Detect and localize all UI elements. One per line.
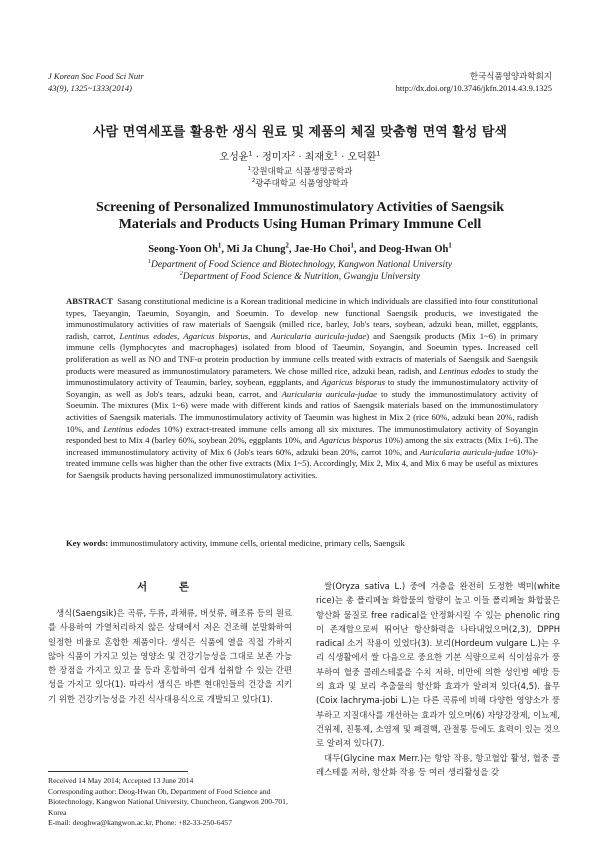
author-en-2: Mi Ja Chung$^2$: [226, 242, 289, 255]
keywords-text: immunostimulatory activity, immune cells, oriental medicine, primary cells, Saengsik: [110, 538, 405, 548]
intro-paragraph-1: 생식(Saengsik)은 곡류, 두류, 과채류, 버섯류, 해조류 등의 원료를 사용하여 가열처리하지 않은 상태에서 저온 건조해 분말화하여 일정한 비율로 혼합한 제품이다. 생식은 식품에 열을 직접 가하지 않아 식품이 가지고 있는 영양소 및 건강기능성을 그대로 보존 가능한 장점을 가지고 있고 물 등과 혼합하여 쉽게 섭취할 수 있는 간편성을 가지고 있다(1). 따라서 생식은 바쁜 현대인들의 건강을 지키기 위한 건강기능성을 가진 식사대용식으로 개발되고 있다(1).: [48, 608, 292, 704]
intro-paragraph-3: 대두(Glycine max Merr.)는 항암 작용, 항고혈압 활성, 혈중 콜레스테롤 저하, 항산화 작용 등 여러 생리활성을 갖: [316, 752, 560, 777]
received-dates: Received 14 May 2014; Accepted 13 June 2014: [48, 776, 194, 785]
affiliation-en-1: $^1$Department of Food Science and Biotechnology, Kangwon National University: [147, 258, 453, 270]
affiliation-ko-2: $^2$광주대학교 식품영양학과: [251, 178, 349, 189]
authors-korean: 오성윤$^1$ · 정미자$^2$ · 최재호$^1$ · 오덕환$^1$: [219, 149, 381, 163]
corresponding-author: Corresponding author: Deog-Hwan Oh, Department of Food Science and Biotechnology, Kangwon National University, Chuncheon, Gangwon 200-701, Korea: [48, 786, 288, 817]
abstract: ABSTRACT Sasang constitutional medicine is a Korean traditional medicine in which individuals are classified into four constitutional types, Taeyangin, Taeumin, Soyangin, and Soeumin. To develop new functional Saengsik products, we investigated the immunostimulatory activities of raw materials of Saengsik (milled rice, barley, Job's tears, soybean, adzuki bean, millet, eggplants, radish, carrot, Lentinus edodes, Agaricus bisporus, and Auricularia auricula-judae) and Saengsik products (Mix 1~6) in primary immune cells (lymphocytes and macrophages) isolated from blood of Taeumin, Soyangin, and Soeumin types. Increased cell proliferation as well as NO and TNF-α protein production by immune cells treated with extracts of materials of Saengsik and Saengsik products were measured as immunostimulatory parameters. We chose milled rice, adzuki bean, radish, and Lentinus edodes to study the immunostimulatory activity of Teaumin, barley, soybean, eggplants, and Agaricus bisporus to study the immunostimulatory activity of Soyangin, as well as Job's tears, adzuki bean, carrot, and Auricularia auricula-judae to study the immunostimulatory activity of Soeumin. The mixtures (Mix 1~6) were made with different kinds and ratios of Saengsik materials based on the immunostimulatory activities of Saengsik materials. The immunostimulatory activity of Taeumin was highest in Mix 2 (rice 60%, adzuki bean 20%, radish 10%, and Lentinus edodes 10%) extract-treated immune cells among all six mixtures. The immunostimulatory activity of Soyangin responded best to Mix 4 (barley 60%, soybean 20%, eggplants 10%, and Agaricus bisporus 10%) among the six extracts (Mix 1~6). The increased immunostimulatory activity of Mix 6 (Job's tears 60%, adzuki bean 20%, carrot 10%, and Auricularia auricula-judae 10%)-treated immune cells was higher than the other five extracts (Mix 1~5). Accordingly, Mix 2, Mix 4, and Mix 6 may be useful as mixtures for Saengsik products having personalized immunostimulatory activities.: [66, 296, 539, 480]
author-en-4: Deog-Hwan Oh$^1$: [378, 242, 452, 255]
author-ko-4: 오덕환$^1$: [347, 149, 381, 163]
contact-info: E-mail: deoghwa@kangwon.ac.kr, Phone: +82-33-250-6457: [48, 818, 232, 828]
keywords: [66, 538, 538, 549]
affiliation-ko-1: $^1$강원대학교 식품생명공학과: [247, 166, 353, 177]
journal-name: J Korean Soc Food Sci Nutr: [48, 71, 144, 81]
author-ko-2: 정미자$^2$: [262, 149, 296, 163]
author-ko-1: 오성윤$^1$: [219, 149, 253, 163]
author-ko-3: 최재호$^1$: [304, 149, 338, 163]
author-en-1: Seong-Yoon Oh$^1$: [148, 242, 222, 255]
society-name-ko: 한국식품영양과학회지: [469, 71, 552, 81]
title-korean: 사람 면역세포를 활용한 생식 원료 및 제품의 체질 맞춤형 면역 활성 탐색: [93, 125, 507, 140]
journal-header-left: [48, 70, 144, 94]
keywords-label: Key words:: [66, 538, 109, 548]
intro-right-column: [316, 579, 560, 779]
abstract-label: ABSTRACT: [66, 296, 113, 306]
authors-english: Seong-Yoon Oh$^1$, Mi Ja Chung$^2$, Jae-Ho Choi$^1$, and Deog-Hwan Oh$^1$: [148, 242, 452, 255]
affiliation-en-2: $^2$Department of Food Science & Nutrition, Gwangju University: [179, 270, 421, 282]
journal-header-right: [396, 70, 552, 94]
section-heading-intro: 서 론: [137, 581, 203, 593]
intro-paragraph-2: 쌀(Oryza sativa L.) 중에 겨층을 완전히 도정한 백미(white rice)는 총 폴리페놀 화합물의 함량이 높고 이들 폴리페놀 화합물은 항산화 물질로 free radical을 안정화시킬 수 있는 phenolic ring이 존재함으로써 뛰어난 항산화력을 나타내었으며(2,3), DPPH radical 소거 작용이 있었다(3). 보리(Hordeum vulgare L.)는 우리 식생활에서 쌀 다음으로 중요한 기본 식량으로써 식이섬유가 풍부하여 혈중 콜레스테롤을 수치 저하, 비만에 의한 성인병 예방 등의 효과 및 보리 추출물의 항산화 효과가 알려져 있다(4,5). 율무(Coix lachryma-jobi L.)는 다른 곡류에 비해 다양한 영양소가 풍부하고 지질대사를 개선하는 효과가 있으며(6) 자양강장제, 이뇨제, 건위제, 진통제, 소염제 및 폐결핵, 관절통 등에도 효력이 있는 것으로 알려져 있다(7).: [316, 581, 560, 749]
footnote-divider: [48, 771, 188, 772]
footnote: [48, 776, 298, 829]
intro-left-column: [48, 579, 292, 706]
doi-link[interactable]: http://dx.doi.org/10.3746/jkfn.2014.43.9.1325: [395, 83, 552, 93]
title-english: Screening of Personalized Immunostimulatory Activities of Saengsik Materials and Products Using Human Primary Immune Cell: [95, 200, 505, 232]
volume-pages: 43(9), 1325~1333(2014): [48, 83, 132, 93]
author-en-3: Jae-Ho Choi$^1$: [294, 242, 354, 255]
